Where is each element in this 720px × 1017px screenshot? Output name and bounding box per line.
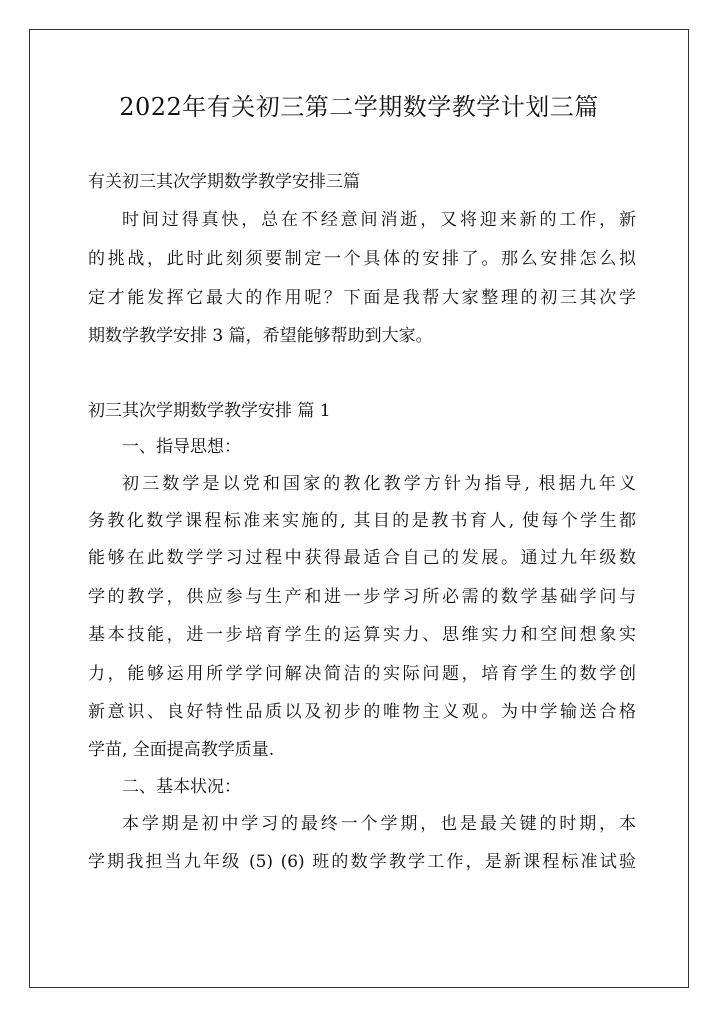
paragraph-line: 学苗, 全面提高教学质量. [88,740,275,760]
heading-guiding-ideology: 一、指导思想： [122,437,241,457]
paragraph-line: 学期我担当九年级 (5) (6) 班的数学教学工作，是新课程标准试验 [88,852,636,872]
paragraph-line: 力，能够运用所学学问解决简洁的实际问题，培育学生的数学创 [88,664,636,684]
intro-line: 的挑战，此时此刻须要制定一个具体的安排了。那么安排怎么拟 [88,249,636,269]
paragraph-line: 初三数学是以党和国家的教化教学方针为指导, 根据九年义 [122,474,636,494]
paragraph-line: 能够在此数学学习过程中获得最适合自己的发展。通过九年级数 [88,548,636,568]
paragraph-line: 学的教学，供应参与生产和进一步学习所必需的数学基础学问与 [88,587,636,607]
document-subtitle: 有关初三其次学期数学教学安排三篇 [88,172,360,192]
heading-basic-situation: 二、基本状况： [122,777,241,797]
paragraph-line: 新意识、良好特性品质以及初步的唯物主义观。为中学输送合格 [88,702,636,722]
intro-line: 时间过得真快，总在不经意间消逝，又将迎来新的工作，新 [122,210,636,230]
intro-line: 期数学教学安排 3 篇，希望能够帮助到大家。 [88,326,433,346]
section-heading: 初三其次学期数学教学安排 篇 1 [88,401,331,421]
paragraph-line: 本学期是初中学习的最终一个学期，也是最关键的时期，本 [122,814,636,834]
paragraph-line: 基本技能，进一步培育学生的运算实力、思维实力和空间想象实 [88,625,636,645]
intro-line: 定才能发挥它最大的作用呢？下面是我帮大家整理的初三其次学 [88,288,636,308]
document-title: 2022年有关初三第二学期数学教学计划三篇 [119,93,599,121]
paragraph-line: 务教化数学课程标准来实施的, 其目的是教书育人, 使每个学生都 [88,511,636,531]
